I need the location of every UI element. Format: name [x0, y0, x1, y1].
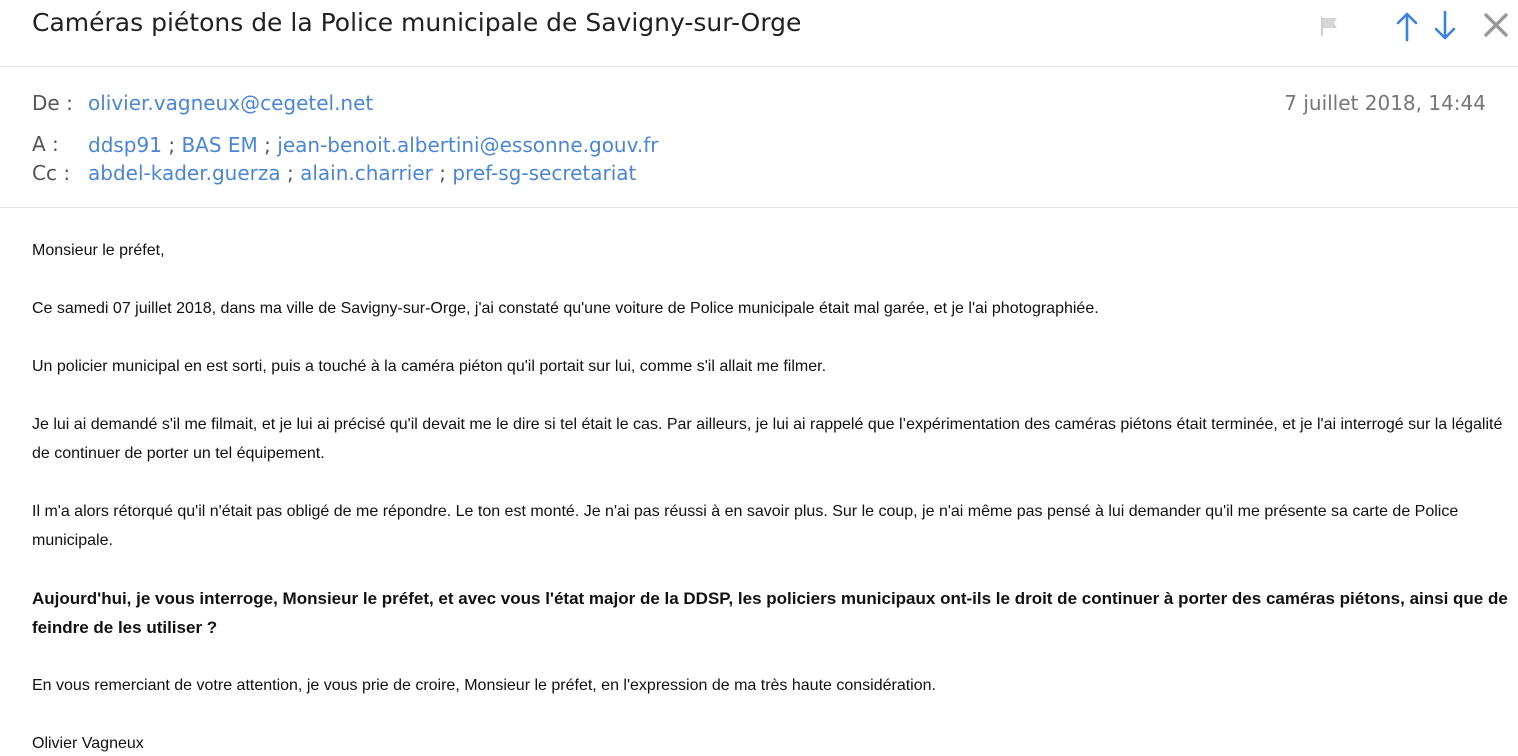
- to-label: A :: [32, 132, 59, 156]
- message-header: [0, 0, 1518, 67]
- message-date: 7 juillet 2018, 14:44: [1284, 91, 1486, 115]
- from-address-link[interactable]: olivier.vagneux@cegetel.net: [88, 91, 374, 115]
- greeting: Monsieur le préfet,: [32, 242, 165, 259]
- from-values: [88, 91, 373, 115]
- cc-recipient-link[interactable]: abdel-kader.guerza: [88, 161, 281, 185]
- message-subject: Caméras piétons de la Police municipale de Savigny-sur-Orge: [32, 8, 802, 37]
- cc-recipient-link[interactable]: alain.charrier: [300, 161, 433, 185]
- body-paragraph: Je lui ai demandé s'il me filmait, et je lui ai précisé qu'il devait me le dire si tel était le cas. Par ailleurs, je lui ai rappelé que l’expérimentation des caméras piétons était terminée, et je l'ai interrogé sur la légalité de continuer de porter un tel équipement.: [32, 416, 1503, 462]
- signature: Olivier Vagneux: [32, 729, 1518, 756]
- flag-icon[interactable]: [1318, 15, 1340, 41]
- body-paragraph: En vous remerciant de votre attention, je vous prie de croire, Monsieur le préfet, en l'expression de ma très haute considération.: [32, 677, 936, 694]
- to-recipient-link[interactable]: ddsp91: [88, 133, 162, 157]
- body-paragraph: Un policier municipal en est sorti, puis a touché à la caméra piéton qu'il portait sur lui, comme s'il allait me filmer.: [32, 358, 827, 375]
- cc-label: Cc :: [32, 161, 71, 185]
- arrow-up-icon[interactable]: [1392, 8, 1422, 48]
- recipient-separator: ;: [264, 133, 278, 157]
- cc-recipient-link[interactable]: pref-sg-secretariat: [452, 161, 637, 185]
- to-values: [88, 133, 659, 157]
- body-paragraph: Il m'a alors rétorqué qu'il n'était pas obligé de me répondre. Le ton est monté. Je n'ai pas réussi à en savoir plus. Sur le coup, je n'ai même pas pensé à lui demander qu'il me présente sa carte de Police municipale.: [32, 503, 1459, 549]
- from-label: De :: [32, 91, 73, 115]
- recipient-separator: ;: [168, 133, 182, 157]
- cc-values: [88, 161, 636, 185]
- message-body: [32, 236, 1518, 756]
- recipient-separator: ;: [439, 161, 453, 185]
- close-icon[interactable]: [1482, 8, 1510, 48]
- body-paragraph: Ce samedi 07 juillet 2018, dans ma ville de Savigny-sur-Orge, j'ai constaté qu'une voiture de Police municipale était mal garée, et je l'ai photographiée.: [32, 300, 1099, 317]
- to-recipient-link[interactable]: jean-benoit.albertini@essonne.gouv.fr: [277, 133, 659, 157]
- message-actions: [1318, 8, 1510, 48]
- arrow-down-icon[interactable]: [1430, 8, 1460, 48]
- recipient-separator: ;: [286, 161, 301, 185]
- body-paragraph-bold: Aujourd'hui, je vous interroge, Monsieur le préfet, et avec vous l'état major de la DDSP, les policiers municipaux ont-ils le droit de continuer à porter des caméras piétons, ainsi que de feindre de les utiliser ?: [32, 589, 1508, 637]
- to-recipient-link[interactable]: BAS EM: [181, 133, 258, 157]
- message-meta: [0, 67, 1518, 208]
